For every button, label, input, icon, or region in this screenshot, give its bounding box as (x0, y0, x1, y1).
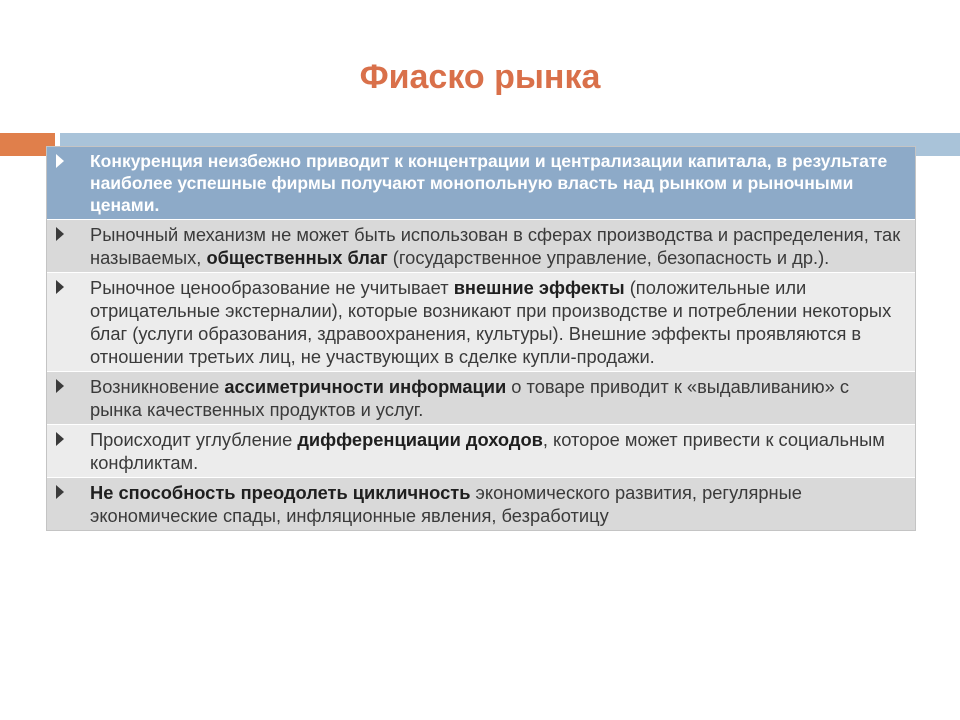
triangle-bullet-icon (56, 485, 64, 499)
row-text: Рыночное ценообразование не учитывает (90, 277, 454, 298)
slide-title: Фиаско рынка (359, 58, 601, 96)
table-row (47, 478, 915, 530)
market-failure-table (46, 146, 916, 531)
row-text: Конкуренция неизбежно приводит к концентрации и централизации капитала, в результате наиболее успешные фирмы получают монопольную власть над рынком и рыночными ценами. (90, 151, 888, 215)
triangle-bullet-icon (56, 379, 64, 393)
row-text-bold: внешние эффекты (453, 277, 625, 298)
table-row (47, 220, 915, 273)
row-text: экономического развития, регулярные экономические спады, инфляционные явления, безработицу (90, 482, 802, 526)
row-text-bold: Не способность преодолеть цикличность (90, 482, 471, 503)
table-row (47, 425, 915, 478)
triangle-bullet-icon (56, 280, 64, 294)
row-text-bold: ассиметричности информации (224, 376, 507, 397)
row-text-bold: дифференциации доходов (297, 429, 543, 450)
triangle-bullet-icon (56, 154, 64, 168)
row-text: о товаре приводит к «выдавливанию» с рынка качественных продуктов и услуг. (90, 376, 850, 420)
table-row (47, 372, 915, 425)
table-row (47, 147, 915, 220)
row-text: Возникновение (90, 376, 225, 397)
row-text-bold: общественных благ (206, 247, 388, 268)
row-text: , которое может привести к социальным конфликтам. (90, 429, 885, 473)
triangle-bullet-icon (56, 432, 64, 446)
row-text: (положительные или отрицательные экстерналии), которые возникают при производстве и потреблении некоторых благ (услуги образования, здравоохранения, культуры). Внешние эффекты проявляются в отношении третьих лиц, не участвующих в сделке купли-продажи. (90, 277, 892, 367)
row-text: Происходит углубление (90, 429, 298, 450)
triangle-bullet-icon (56, 227, 64, 241)
row-text: Рыночный механизм не может быть использован в сферах производства и распределения, так называемых, (90, 224, 901, 268)
row-text: (государственное управление, безопасность и др.). (387, 247, 830, 268)
table-row (47, 273, 915, 372)
